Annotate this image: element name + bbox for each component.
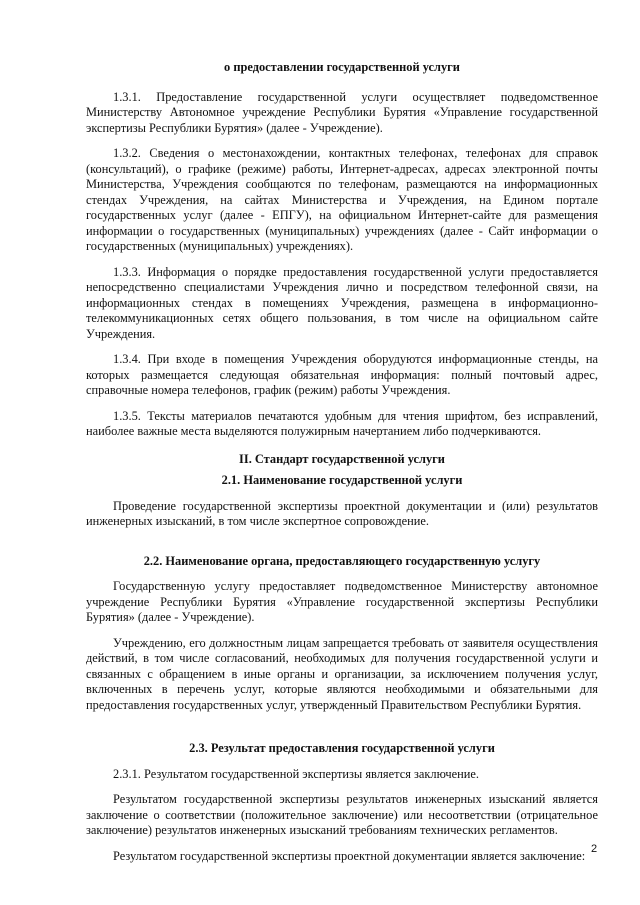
subsection-2-3-title: 2.3. Результат предоставления государственной услуги — [189, 741, 495, 755]
subsection-2-2-paragraph-1: Государственную услугу предоставляет подведомственное Министерству автономное учреждение Республики Бурятия «Управление государственной экспертизы Республики Бурятия» (далее - Учреждение). — [86, 579, 598, 624]
subsection-2-1-text: Проведение государственной экспертизы проектной документации и (или) результатов инженерных изысканий, в том числе экспертное сопровождение. — [86, 498, 598, 528]
subsection-2-3-paragraph-2: Результатом государственной экспертизы результатов инженерных изысканий является заключение о соответствии (положительное заключение) или несоответствии (отрицательное заключение) результатов инженерных изысканий требованиям технических регламентов. — [86, 792, 598, 837]
paragraph-1-3-1: 1.3.1. Предоставление государственной услуги осуществляет подведомственное Министерству Автономное учреждение Республики Бурятия «Управление государственной экспертизы Республики Бурятия» (далее - Учреждение). — [86, 89, 598, 135]
top-heading: о предоставлении государственной услуги — [224, 60, 460, 74]
subsection-2-3-paragraph-3: Результатом государственной экспертизы проектной документации является заключение: — [113, 848, 586, 863]
section-2-title: II. Стандарт государственной услуги — [239, 451, 445, 466]
paragraph-2-3-1: 2.3.1. Результатом государственной экспертизы является заключение. — [113, 766, 479, 781]
page-number: 2 — [591, 843, 598, 855]
subsection-2-1-title: 2.1. Наименование государственной услуги — [221, 473, 463, 487]
paragraph-1-3-2: 1.3.2. Сведения о местонахождении, контактных телефонах, телефонах для справок (консультаций), о графике (режиме) работы, Интернет-адресах, адресах электронной почты Министерства, Учреждения сообщаются по телефонам, размещаются на информационных стендах Учреждения, на сайтах Министерства и Учреждения, на Едином портале государственных услуг (далее - ЕПГУ), на официальном Интернет-сайте для размещения информации о государственных (муниципальных) учреждениях (далее - Сайт информации о государственных (муниципальных) учреждениях). — [86, 146, 598, 253]
subsection-2-2-paragraph-2: Учреждению, его должностным лицам запрещается требовать от заявителя осуществления действий, в том числе согласований, необходимых для получения государственной услуги и связанных с обращением в иные органы и организации, за исключением получения услуг, включенных в перечень услуг, которые являются необходимыми и обязательными для предоставления государственных услуг, утвержденный Правительством Республики Бурятия. — [86, 635, 598, 712]
paragraph-1-3-4: 1.3.4. При входе в помещения Учреждения оборудуются информационные стенды, на которых размещается следующая обязательная информация: полный почтовый адрес, справочные номера телефонов, график (режим) работы Учреждения. — [86, 352, 598, 397]
subsection-2-2-title: 2.2. Наименование органа, предоставляющего государственную услугу — [143, 553, 541, 568]
paragraph-1-3-5: 1.3.5. Тексты материалов печатаются удобным для чтения шрифтом, без исправлений, наиболее важные места выделяются полужирным начертанием либо подчеркиваются. — [86, 408, 598, 438]
document-page — [86, 60, 598, 864]
paragraph-1-3-3: 1.3.3. Информация о порядке предоставления государственной услуги предоставляется непосредственно специалистами Учреждения лично и посредством телефонной связи, на информационных стендах в помещениях Учреждения, размещена в информационно-телекоммуникационных сетях общего пользования, в том числе на официальном сайте Учреждения. — [86, 264, 598, 341]
